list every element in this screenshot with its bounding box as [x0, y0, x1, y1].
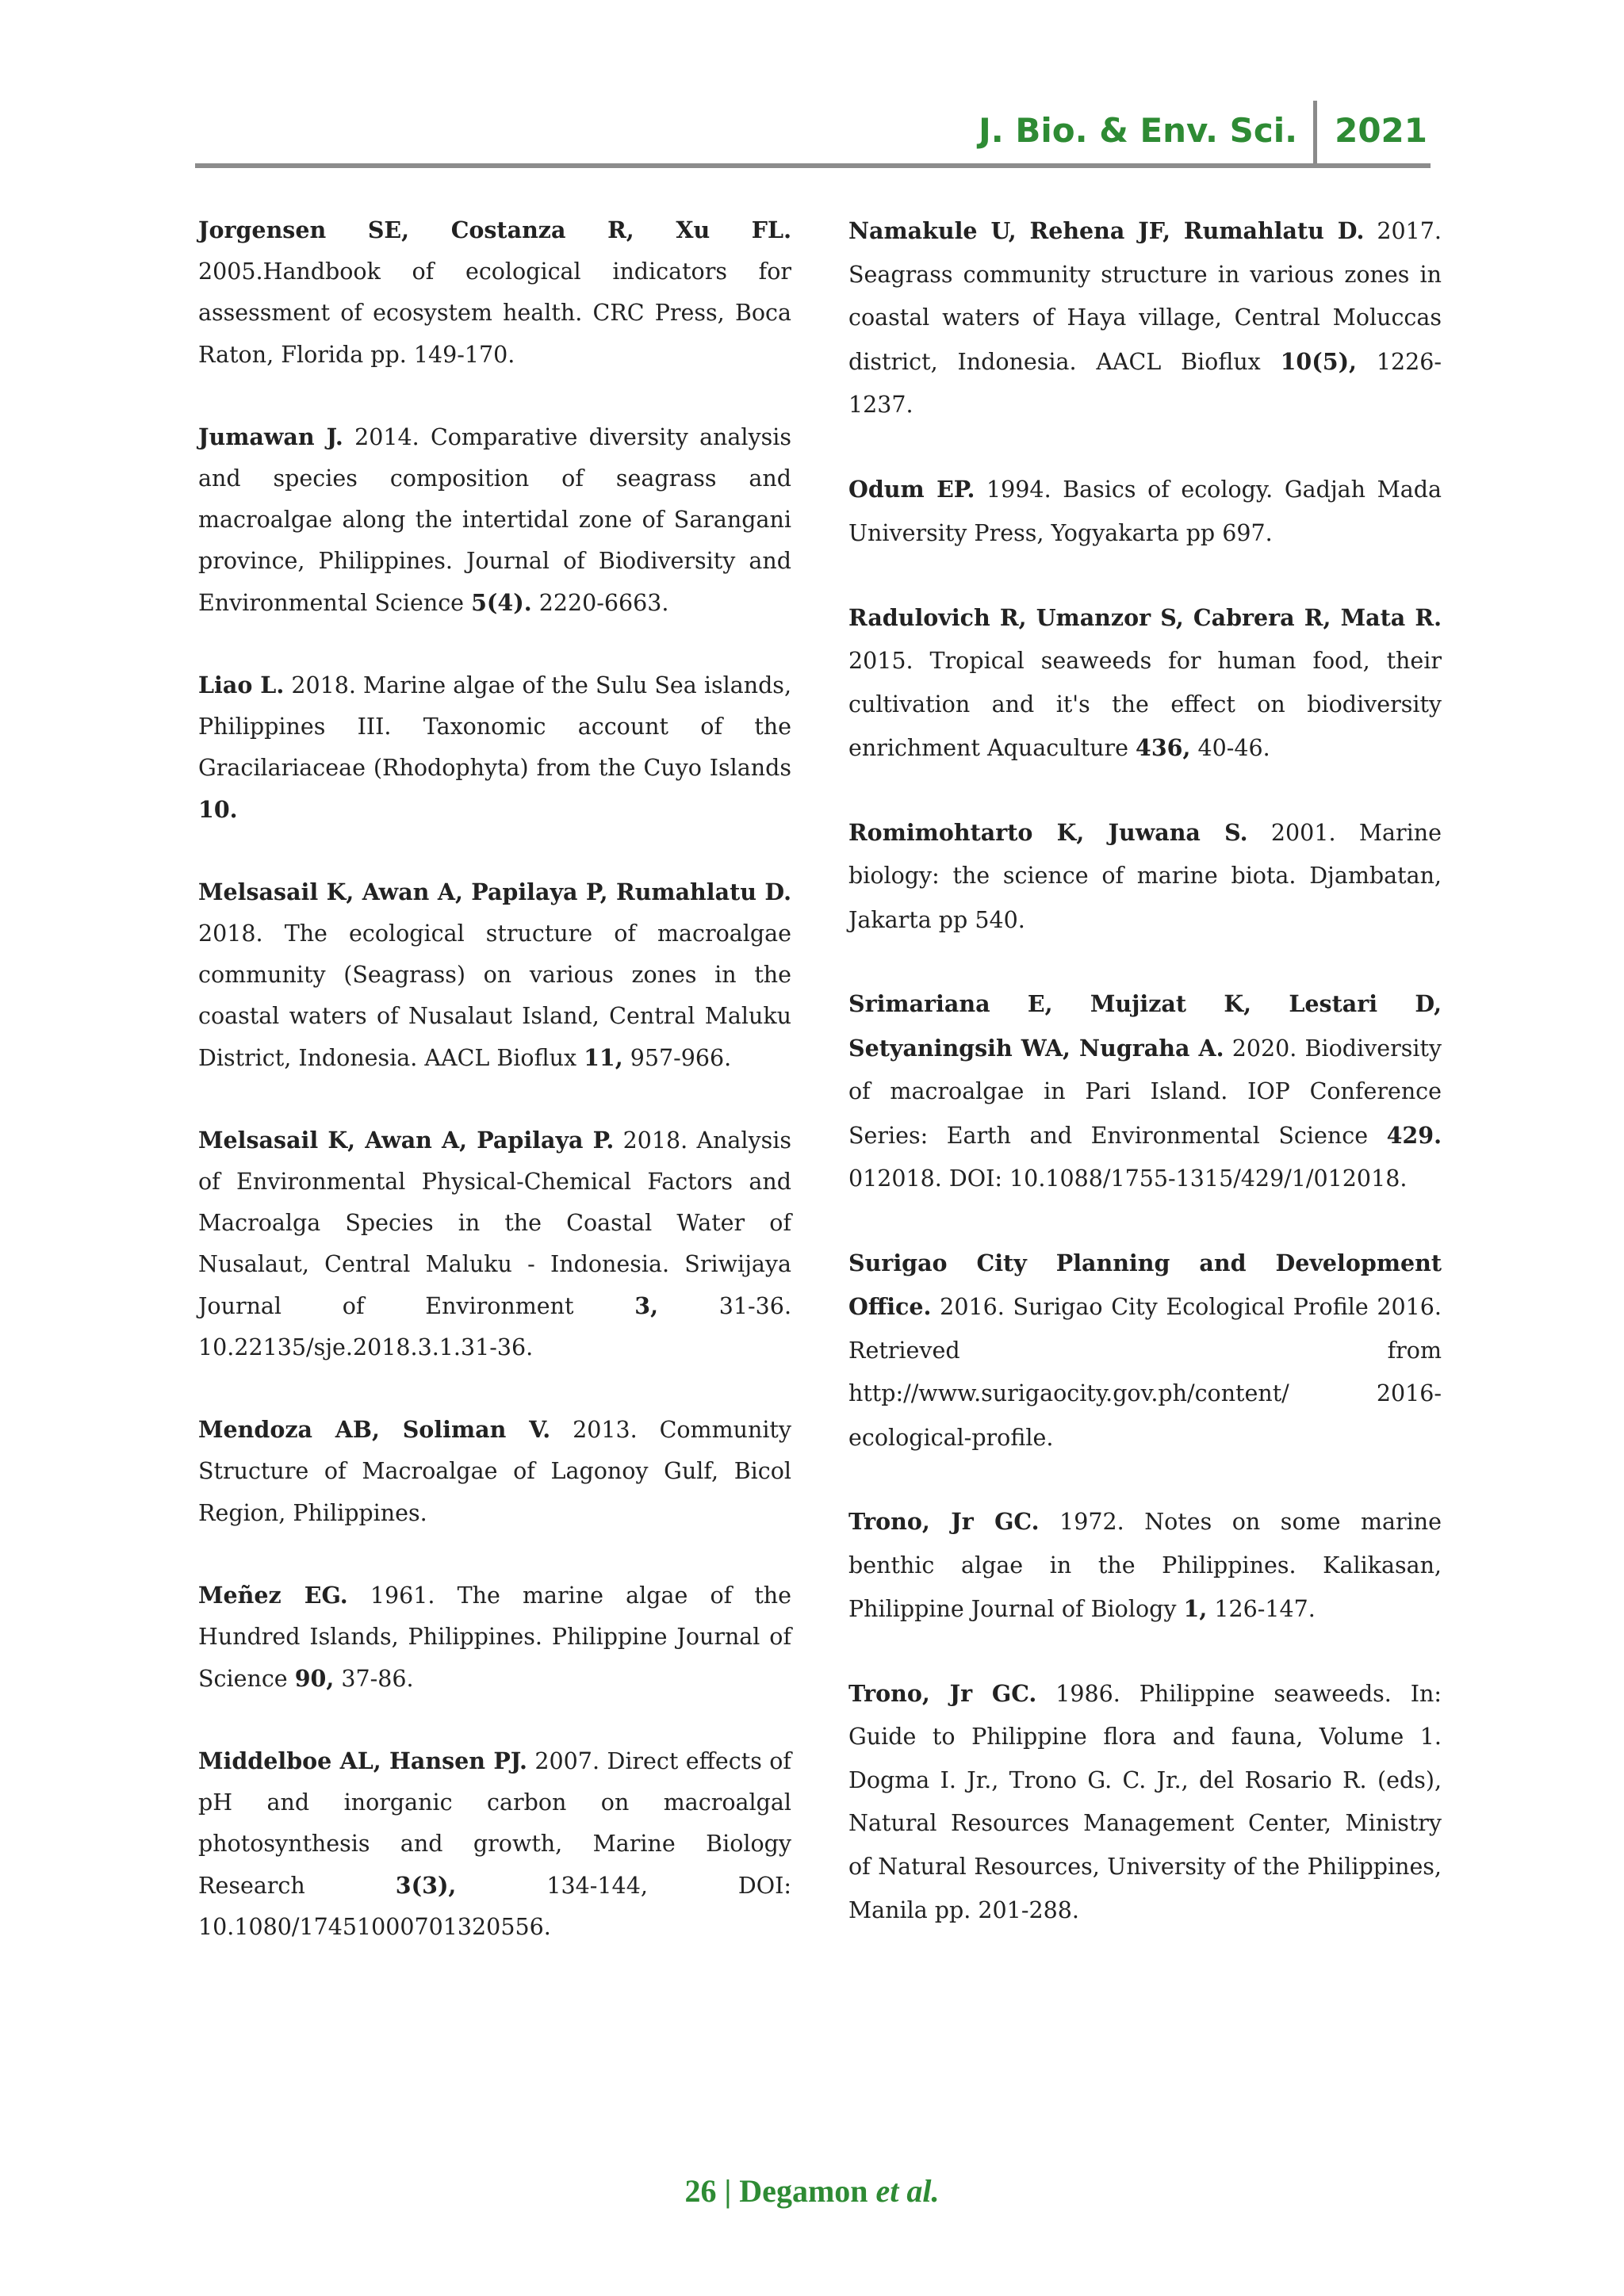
running-header — [979, 101, 1427, 159]
reference-entry: Radulovich R, Umanzor S, Cabrera R, Mata R. 2015. Tropical seaweeds for human food, their cultivation and it's the effect on biodiversity enrichment Aquaculture 436, 40-46. — [848, 603, 1442, 761]
reference-entry: Trono, Jr GC. 1972. Notes on some marine benthic algae in the Philippines. Kalikasan, Philippine Journal of Biology 1, 126-147. — [848, 1508, 1442, 1622]
header-rule — [195, 163, 1431, 168]
footer-etal: et al. — [875, 2173, 940, 2209]
reference-entry: Trono, Jr GC. 1986. Philippine seaweeds. In: Guide to Philippine flora and fauna, Volume 1. Dogma I. Jr., Trono G. C. Jr., del Rosario R. (eds), Natural Resources Management Center, Ministry of Natural Resources, University of the Philippines, Manila pp. 201-288. — [848, 1679, 1442, 1923]
reference-entry: Jumawan J. 2014. Comparative diversity analysis and species composition of seagrass and macroalgae along the intertidal zone of Sarangani province, Philippines. Journal of Biodiversity and Environmental Science 5(4). 2220-6663. — [198, 423, 791, 616]
reference-entry: Namakule U, Rehena JF, Rumahlatu D. 2017. Seagrass community structure in various zones in coastal waters of Haya village, Central Moluccas district, Indonesia. AACL Bioflux 10(5), 1226-1237. — [848, 217, 1442, 418]
reference-column-left — [198, 209, 791, 1988]
reference-entry: Srimariana E, Mujizat K, Lestari D, Setyaningsih WA, Nugraha A. 2020. Biodiversity of macroalgae in Pari Island. IOP Conference Series: Earth and Environmental Science 429. 012018. DOI: 10.1088/1755-1315/429/1/012018. — [848, 990, 1442, 1192]
footer-separator: | — [716, 2173, 740, 2209]
footer-author: Degamon — [739, 2173, 876, 2209]
reference-entry: Liao L. 2018. Marine algae of the Sulu Sea islands, Philippines III. Taxonomic account of the Gracilariaceae (Rhodophyta) from the Cuyo Islands 10. — [198, 672, 791, 823]
reference-column-right — [848, 209, 1442, 1973]
reference-entry: Melsasail K, Awan A, Papilaya P, Rumahlatu D. 2018. The ecological structure of macroalgae community (Seagrass) on various zones in the coastal waters of Nusalaut Island, Central Maluku District, Indonesia. AACL Bioflux 11, 957-966. — [198, 878, 791, 1071]
journal-name: J. Bio. & Env. Sci. — [979, 110, 1298, 150]
reference-entry: Romimohtarto K, Juwana S. 2001. Marine biology: the science of marine biota. Djambatan, Jakarta pp 540. — [848, 818, 1442, 933]
reference-entry: Jorgensen SE, Costanza R, Xu FL. 2005.Handbook of ecological indicators for assessment of ecosystem health. CRC Press, Boca Raton, Florida pp. 149-170. — [198, 216, 791, 368]
journal-year: 2021 — [1335, 110, 1427, 150]
reference-entry: Mendoza AB, Soliman V. 2013. Community Structure of Macroalgae of Lagonoy Gulf, Bicol Region, Philippines. — [198, 1416, 791, 1526]
reference-entry: Meñez EG. 1961. The marine algae of the Hundred Islands, Philippines. Philippine Journal of Science 90, 37-86. — [198, 1582, 791, 1692]
page-number: 26 — [684, 2173, 717, 2209]
reference-entry: Melsasail K, Awan A, Papilaya P. 2018. Analysis of Environmental Physical-Chemical Factors and Macroalga Species in the Coastal Water of Nusalaut, Central Maluku - Indonesia. Sriwijaya Journal of Environment 3, 31-36. 10.22135/sje.2018.3.1.31-36. — [198, 1127, 792, 1360]
reference-entry: Surigao City Planning and Development Office. 2016. Surigao City Ecological Profile 2016. Retrieved from http://www.surigaocity.gov.ph/content/ 2016-ecological-profile. — [848, 1249, 1442, 1451]
reference-entry: Middelboe AL, Hansen PJ. 2007. Direct effects of pH and inorganic carbon on macroalgal photosynthesis and growth, Marine Biology Research 3(3), 134-144, DOI: 10.1080/17451000701320556. — [198, 1747, 791, 1940]
reference-entry: Odum EP. 1994. Basics of ecology. Gadjah Mada University Press, Yogyakarta pp 697. — [848, 475, 1442, 546]
page-footer — [0, 2172, 1624, 2210]
